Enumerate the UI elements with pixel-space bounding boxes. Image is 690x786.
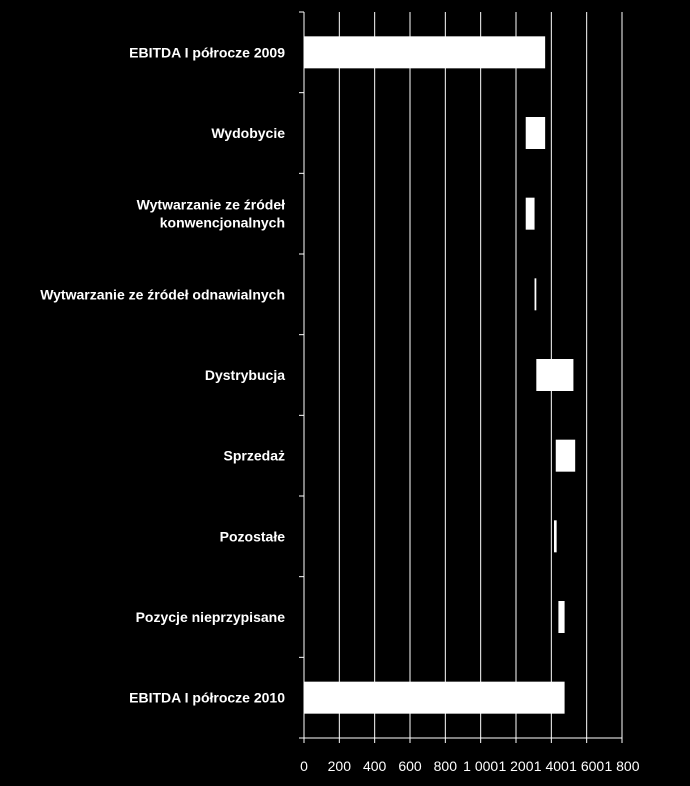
bar bbox=[558, 601, 564, 633]
category-label: konwencjonalnych bbox=[159, 214, 285, 231]
x-tick-label: 0 bbox=[300, 758, 308, 774]
x-tick-label: 1 600 bbox=[569, 758, 605, 774]
bar bbox=[304, 682, 565, 714]
category-label: Wytwarzanie ze źródeł bbox=[136, 196, 285, 213]
x-tick-label: 200 bbox=[327, 758, 352, 774]
x-tick-label: 1 800 bbox=[604, 758, 640, 774]
category-label: EBITDA I półrocze 2009 bbox=[129, 44, 285, 61]
x-tick-label: 800 bbox=[433, 758, 458, 774]
category-label: Sprzedaż bbox=[223, 447, 285, 464]
category-label: Pozostałe bbox=[219, 528, 285, 545]
category-label: Wydobycie bbox=[211, 125, 285, 141]
bar bbox=[526, 117, 545, 149]
x-tick-label: 1 000 bbox=[463, 758, 499, 774]
category-label: Pozycje nieprzypisane bbox=[135, 609, 285, 625]
bar bbox=[556, 440, 575, 472]
bar bbox=[526, 198, 535, 230]
bar bbox=[554, 520, 557, 552]
x-tick-label: 600 bbox=[398, 758, 422, 774]
x-tick-label: 1 400 bbox=[533, 758, 569, 774]
x-tick-label: 400 bbox=[362, 758, 387, 774]
category-label: Dystrybucja bbox=[204, 367, 285, 383]
bar bbox=[304, 36, 545, 68]
bar bbox=[536, 359, 573, 391]
category-label: EBITDA I półrocze 2010 bbox=[129, 689, 285, 706]
x-tick-label: 1 200 bbox=[498, 758, 534, 774]
category-label: Wytwarzanie ze źródeł odnawialnych bbox=[40, 286, 285, 303]
bar bbox=[535, 278, 537, 310]
